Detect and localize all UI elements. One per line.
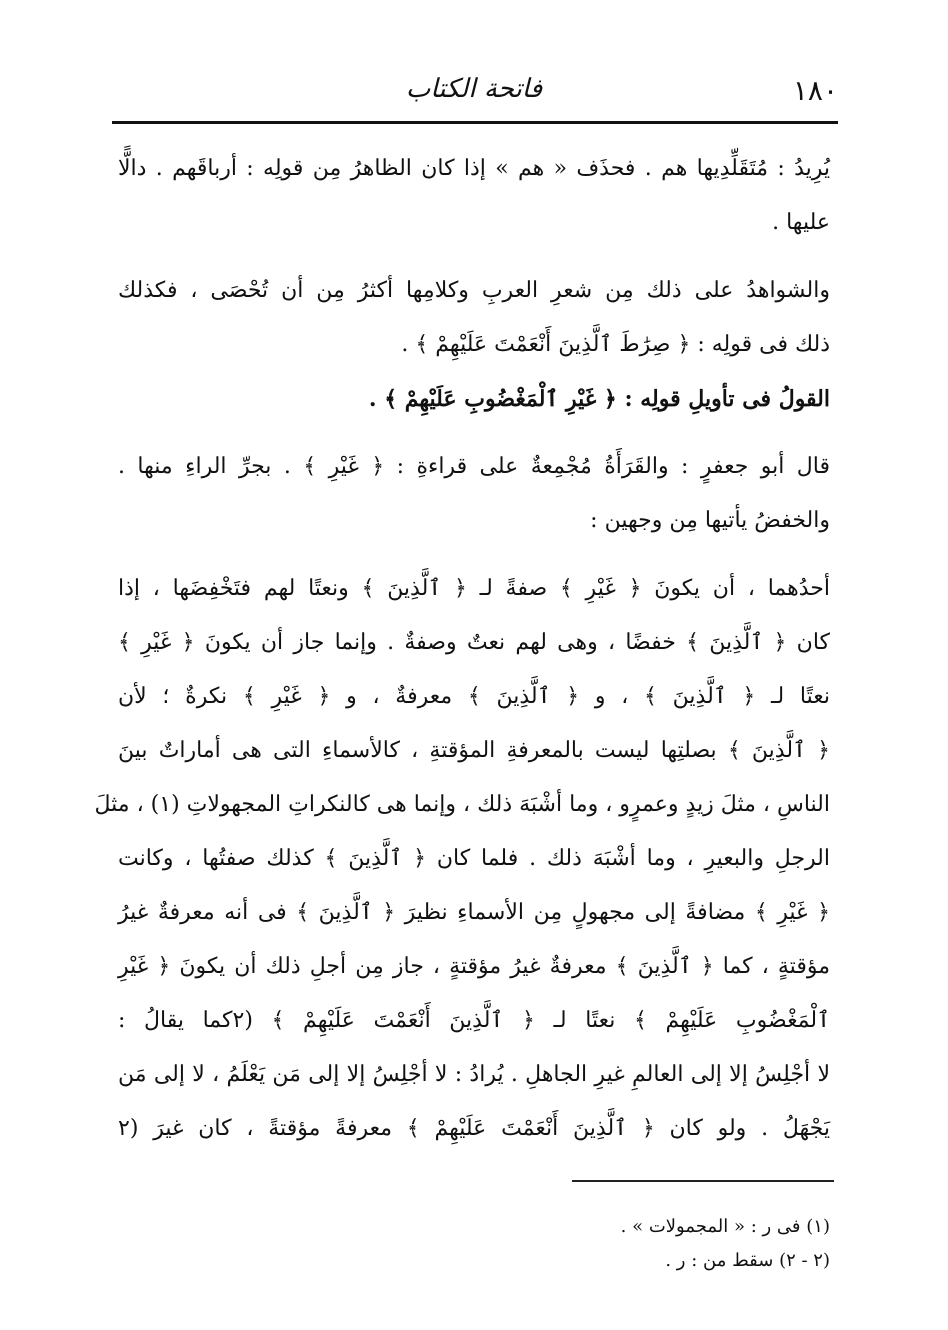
text-line: أحدُهما ، أن يكونَ ﴿ غَيْرِ ﴾ صفةً لـ ﴿ ٱلَّذِينَ ﴾ ونعتًا لهم فتَخْفِضَها ، إذا <box>118 576 830 601</box>
text-line: ﴿ غَيْرِ ﴾ مضافةً إلى مجهولٍ مِن الأسماءِ نظيرَ ﴿ ٱلَّذِينَ ﴾ فى أنه معرفةٌ غيرُ <box>118 900 830 925</box>
footnote: (٢ - ٢) سقط من : ر . <box>665 1250 830 1271</box>
footnote: (١) فى ر : « المجمولات » . <box>620 1216 830 1237</box>
text-line: ذلك فى قولِه : ﴿ صِرَٰطَ ٱلَّذِينَ أَنْعَمْتَ عَلَيْهِمْ ﴾ . <box>401 332 830 357</box>
text-line: يُرِيدُ : مُتَقَلِّدِيها هم . فحذَف « هم » إذا كان الظاهرُ مِن قولِه : أرباقَهم . دالًّا <box>118 156 830 181</box>
text-line: ٱلْمَغْضُوبِ عَلَيْهِمْ ﴾ نعتًا لـ ﴿ ٱلَّذِينَ أَنْعَمْتَ عَلَيْهِمْ ﴾ (٢كما يقالُ : <box>118 1008 830 1033</box>
text-line: والخفضُ يأتيها مِن وجهين : <box>590 508 830 533</box>
page-number: ١٨٠ <box>792 74 838 107</box>
section-heading: القولُ فى تأويلِ قولِه : ﴿ غَيْرِ ٱلْمَغْضُوبِ عَلَيْهِمْ ﴾ . <box>368 386 830 412</box>
body-text <box>94 142 830 1156</box>
header-rule <box>112 121 838 124</box>
text-line: مؤقتةٍ ، كما ﴿ ٱلَّذِينَ ﴾ معرفةٌ غيرُ مؤقتةٍ ، جاز مِن أجلِ ذلك أن يكونَ ﴿ غَيْرِ <box>118 954 830 979</box>
page-header <box>110 68 838 112</box>
text-line: الرجلِ والبعيرِ ، وما أشْبَهَ ذلك . فلما كان ﴿ ٱلَّذِينَ ﴾ كذلك صفتُها ، وكانت <box>118 846 830 871</box>
text-line: الناسِ ، مثلَ زيدٍ وعمرٍو ، وما أشْبَهَ ذلك ، وإنما هى كالنكراتِ المجهولاتِ (١) ، مثلَ <box>94 792 830 817</box>
text-line: نعتًا لـ ﴿ ٱلَّذِينَ ﴾ ، و ﴿ ٱلَّذِينَ ﴾ معرفةٌ ، و ﴿ غَيْرِ ﴾ نكرةٌ ؛ لأن <box>118 684 830 709</box>
text-line: ﴿ ٱلَّذِينَ ﴾ بصلتِها ليست بالمعرفةِ المؤقتةِ ، كالأسماءِ التى هى أماراتٌ بينَ <box>118 738 830 763</box>
text-line: عليها . <box>772 210 830 235</box>
text-line: قال أبو جعفرٍ : والقَرَأَةُ مُجْمِعةٌ على قراءةِ : ﴿ غَيْرِ ﴾ . بجرِّ الراءِ منها . <box>118 454 830 479</box>
running-title: فاتحة الكتاب <box>405 74 543 104</box>
text-line: كان ﴿ ٱلَّذِينَ ﴾ خفضًا ، وهى لهم نعتٌ وصفةٌ . وإنما جاز أن يكونَ ﴿ غَيْرِ ﴾ <box>118 630 830 655</box>
footnote-rule <box>572 1180 834 1182</box>
text-line: لا أجْلِسُ إلا إلى العالمِ غيرِ الجاهلِ . يُرادُ : لا أجْلِسُ إلا إلى مَن يَعْلَمُ ، لا إلى مَن <box>118 1062 830 1087</box>
text-line: والشواهدُ على ذلك مِن شعرِ العربِ وكلامِها أكثرُ مِن أن تُحْصَى ، فكذلك <box>118 278 830 303</box>
text-line: يَجْهَلُ . ولو كان ﴿ ٱلَّذِينَ أَنْعَمْتَ عَلَيْهِمْ ﴾ معرفةً مؤقتةً ، كان غيرَ (٢ <box>118 1116 830 1141</box>
footnotes <box>118 1210 830 1278</box>
